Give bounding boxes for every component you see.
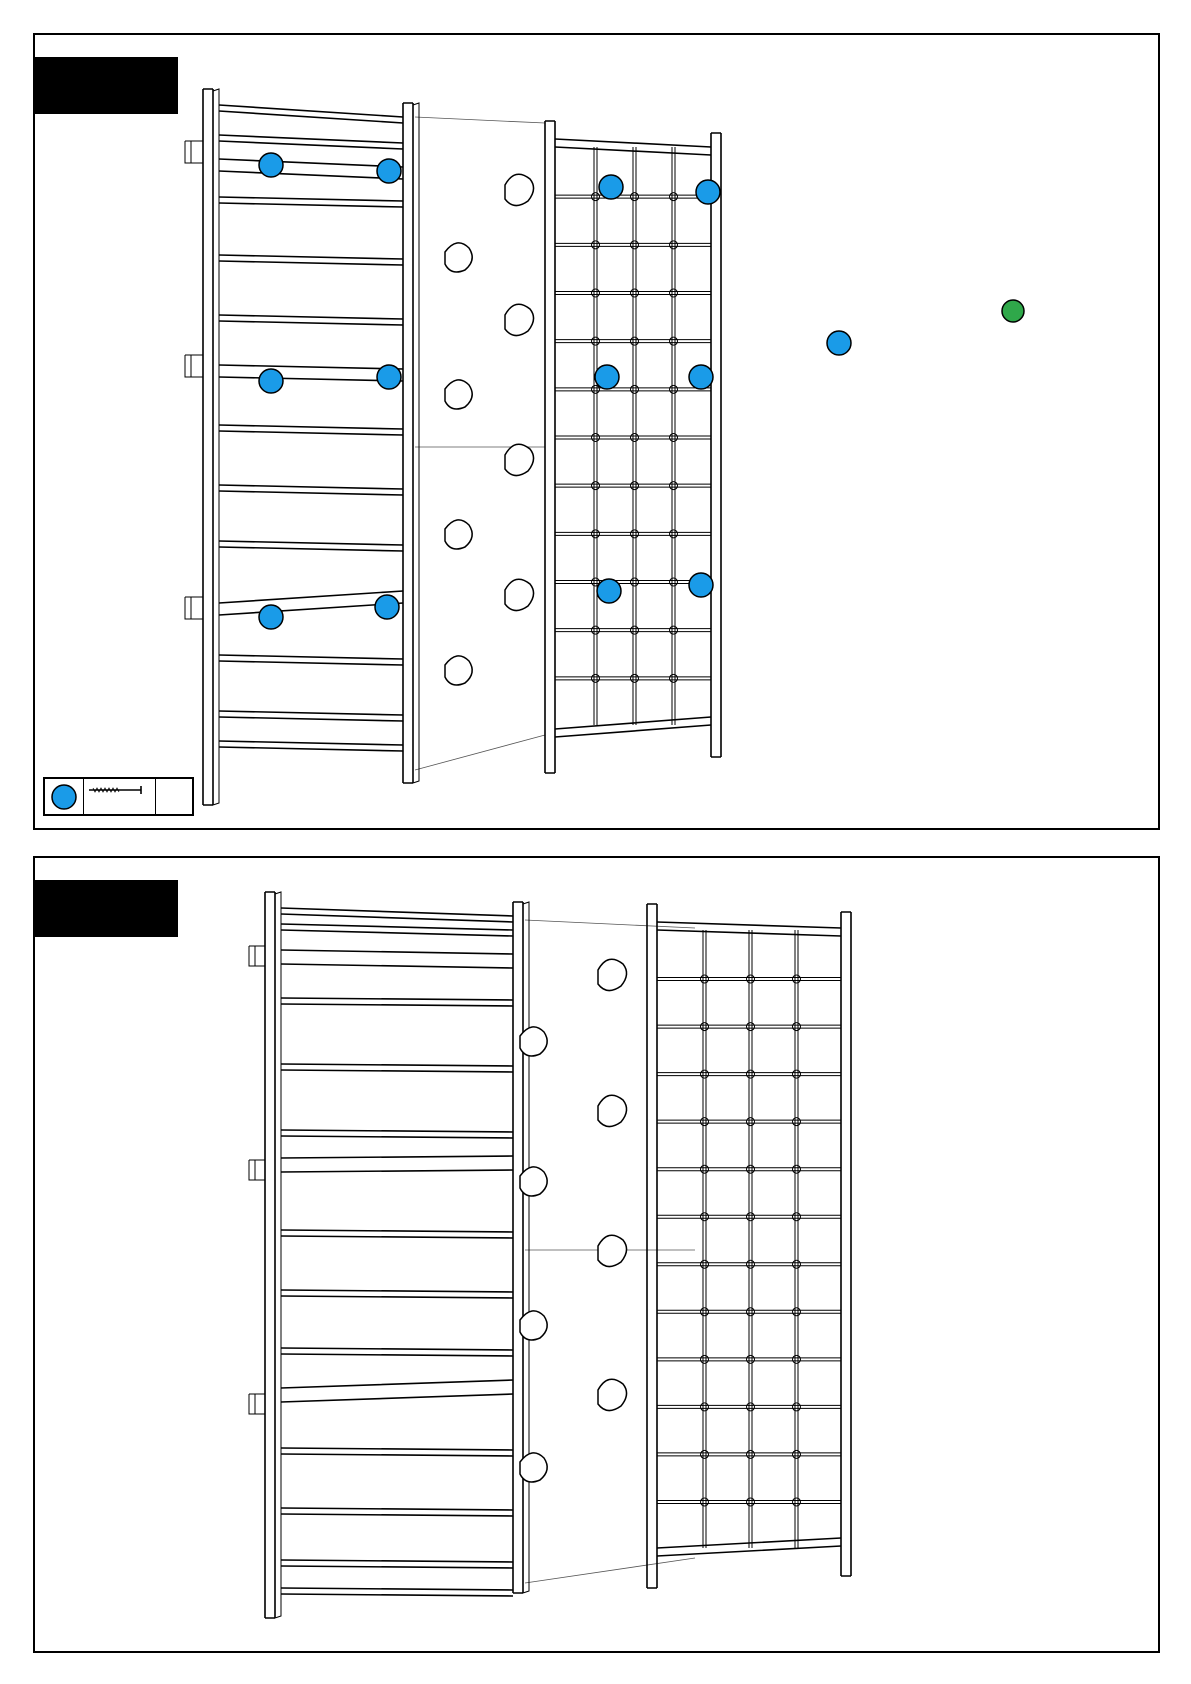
grid-joint xyxy=(701,1023,709,1031)
grid-joint xyxy=(747,1403,755,1411)
wall-bar-rung xyxy=(281,1130,513,1138)
screw-callout-marker xyxy=(689,365,713,389)
screw-callout-marker xyxy=(595,365,619,389)
screw-callout-marker xyxy=(259,369,283,393)
quantity-label xyxy=(160,779,194,814)
grid-joint xyxy=(592,482,600,490)
screw-callout-marker xyxy=(689,573,713,597)
callout-marker-green xyxy=(1002,300,1024,322)
screw-callout-marker xyxy=(597,579,621,603)
screw-callout-marker xyxy=(377,159,401,183)
grid-joint xyxy=(631,482,639,490)
grid-joint xyxy=(592,385,600,393)
net-grid-frame xyxy=(647,904,851,1588)
grid-joint xyxy=(747,1118,755,1126)
grid-joint xyxy=(701,1118,709,1126)
grid-joint xyxy=(793,1165,801,1173)
wall-bar-rung xyxy=(219,485,403,495)
grid-joint xyxy=(592,241,600,249)
grid-joint xyxy=(747,1450,755,1458)
parts-legend xyxy=(43,777,194,816)
grid-joint xyxy=(631,674,639,682)
screw-callout-marker xyxy=(377,365,401,389)
wall-bar-rung xyxy=(219,711,403,721)
grid-joint xyxy=(631,289,639,297)
grid-joint xyxy=(631,530,639,538)
grid-joint xyxy=(592,337,600,345)
screw-callout-marker xyxy=(259,605,283,629)
grid-joint xyxy=(747,1260,755,1268)
grid-joint xyxy=(793,1070,801,1078)
screw-callout-marker xyxy=(827,331,851,355)
assembly-step-panel-2 xyxy=(33,856,1160,1653)
grid-joint xyxy=(747,1355,755,1363)
assembly-drawing xyxy=(35,858,1158,1651)
grid-joint xyxy=(631,626,639,634)
grid-joint xyxy=(747,1308,755,1316)
grid-joint xyxy=(701,1450,709,1458)
grid-joint xyxy=(670,578,678,586)
grid-joint xyxy=(701,1498,709,1506)
assembly-drawing xyxy=(35,35,1158,828)
grid-joint xyxy=(670,626,678,634)
grid-joint xyxy=(793,1498,801,1506)
grid-joint xyxy=(793,1023,801,1031)
wall-bar-rung xyxy=(281,1064,513,1072)
wall-bar-rung xyxy=(219,425,403,435)
grid-joint xyxy=(592,434,600,442)
grid-joint xyxy=(793,1260,801,1268)
grid-joint xyxy=(701,1260,709,1268)
grid-joint xyxy=(670,530,678,538)
grid-joint xyxy=(701,1165,709,1173)
wall-bar-rung xyxy=(219,741,403,751)
grid-joint xyxy=(631,385,639,393)
grid-joint xyxy=(631,337,639,345)
wall-bar-rung xyxy=(281,1560,513,1568)
grid-joint xyxy=(592,674,600,682)
wall-bar-rung xyxy=(281,1448,513,1456)
grid-joint xyxy=(747,1165,755,1173)
grid-joint xyxy=(747,1023,755,1031)
grid-joint xyxy=(701,1070,709,1078)
wall-bar-rung xyxy=(281,1348,513,1356)
climbing-wall-board xyxy=(415,117,545,770)
grid-joint xyxy=(747,1213,755,1221)
climbing-holds xyxy=(520,959,627,1482)
grid-joint xyxy=(793,1403,801,1411)
climbing-holds xyxy=(445,174,534,685)
grid-joint xyxy=(701,1403,709,1411)
assembly-step-panel-1 xyxy=(33,33,1160,830)
grid-joint xyxy=(701,975,709,983)
wall-bar-rung xyxy=(281,998,513,1006)
grid-joint xyxy=(670,674,678,682)
grid-joint xyxy=(592,289,600,297)
part-marker xyxy=(52,785,76,809)
grid-joint xyxy=(793,1450,801,1458)
screw-callout-marker xyxy=(696,180,720,204)
grid-joint xyxy=(747,1070,755,1078)
screw-callout-marker xyxy=(599,175,623,199)
wall-bar-rung xyxy=(281,1230,513,1238)
grid-joint xyxy=(670,241,678,249)
grid-joint xyxy=(701,1308,709,1316)
wall-bar-rung xyxy=(219,655,403,665)
grid-joint xyxy=(631,241,639,249)
grid-joint xyxy=(670,434,678,442)
net-grid-frame xyxy=(545,121,721,773)
grid-joint xyxy=(793,1355,801,1363)
wall-bar-rung xyxy=(281,1588,513,1596)
grid-joint xyxy=(701,1355,709,1363)
grid-joint xyxy=(701,1213,709,1221)
screw-icon xyxy=(89,786,141,794)
grid-joint xyxy=(592,193,600,201)
wall-bar-rung xyxy=(281,1290,513,1298)
wall-bar-rung xyxy=(219,255,403,265)
grid-joint xyxy=(631,578,639,586)
grid-joint xyxy=(670,289,678,297)
grid-joint xyxy=(670,482,678,490)
grid-joint xyxy=(793,1213,801,1221)
wall-bar-rung xyxy=(219,197,403,207)
grid-joint xyxy=(631,193,639,201)
wall-bars-frame xyxy=(185,89,419,805)
screw-callout-marker xyxy=(259,153,283,177)
grid-joint xyxy=(747,1498,755,1506)
grid-joint xyxy=(747,975,755,983)
screw-callout-marker xyxy=(375,595,399,619)
wall-bar-rung xyxy=(219,315,403,325)
grid-joint xyxy=(670,385,678,393)
grid-joint xyxy=(793,1308,801,1316)
wall-bar-rung xyxy=(219,541,403,551)
grid-joint xyxy=(793,975,801,983)
grid-joint xyxy=(670,337,678,345)
wall-bar-rung xyxy=(281,1508,513,1516)
grid-joint xyxy=(592,626,600,634)
grid-joint xyxy=(670,193,678,201)
grid-joint xyxy=(631,434,639,442)
grid-joint xyxy=(592,530,600,538)
grid-joint xyxy=(793,1118,801,1126)
wall-bars-frame xyxy=(249,892,529,1618)
